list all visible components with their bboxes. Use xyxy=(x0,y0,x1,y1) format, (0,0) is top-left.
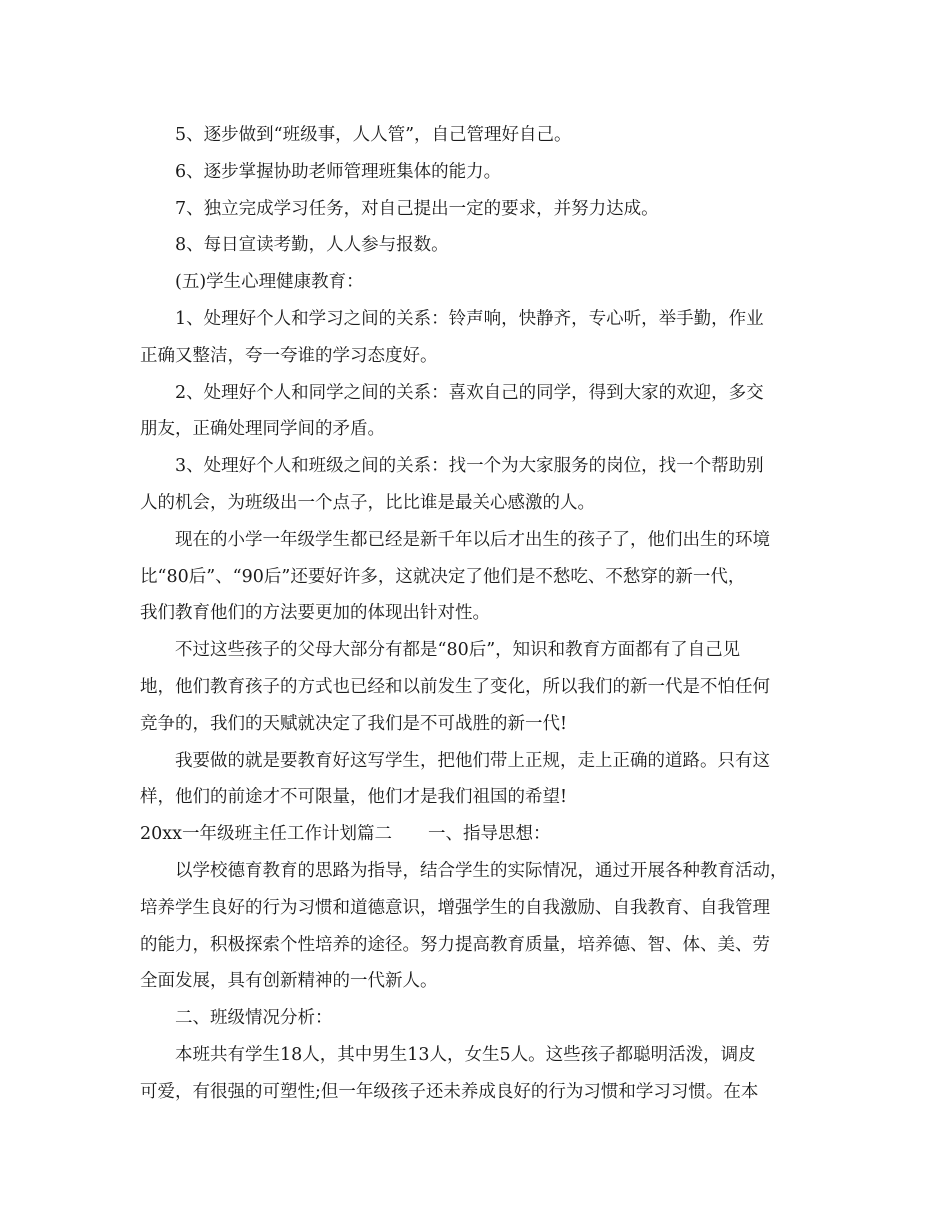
text-line: 1、处理好个人和学习之间的关系：铃声响，快静齐，专心听，举手勤，作业 xyxy=(175,308,764,329)
text-line: (五)学生心理健康教育： xyxy=(175,272,364,293)
text-line: 正确又整洁，夸一夸谁的学习态度好。 xyxy=(140,345,438,366)
paragraph xyxy=(140,154,812,191)
text-line: 地，他们教育孩子的方式也已经和以前发生了变化，所以我们的新一代是不怕任何 xyxy=(140,676,770,697)
text-line: 的能力，积极探索个性培养的途径。努力提高教育质量，培养德、智、体、美、劳 xyxy=(140,934,770,955)
text-line: 样，他们的前途才不可限量，他们才是我们祖国的希望! xyxy=(140,787,568,808)
paragraph xyxy=(140,117,812,154)
text-line: 比“80后”、“90后”还要好许多，这就决定了他们是不愁吃、不愁穿的新一代， xyxy=(140,566,746,587)
paragraph xyxy=(140,375,812,449)
text-line: 7、独立完成学习任务，对自己提出一定的要求，并努力达成。 xyxy=(175,198,659,219)
subsection-heading xyxy=(140,264,812,301)
text-line: 竞争的，我们的天赋就决定了我们是不可战胜的新一代! xyxy=(140,713,568,734)
paragraph xyxy=(140,853,812,1000)
text-line: 朋友，正确处理同学间的矛盾。 xyxy=(140,419,385,440)
text-line: 以学校德育教育的思路为指导，结合学生的实际情况，通过开展各种教育活动， xyxy=(175,860,788,881)
section-title: 20xx一年级班主任工作计划篇二 xyxy=(140,824,393,845)
paragraph xyxy=(140,227,812,264)
text-line: 人的机会，为班级出一个点子，比比谁是最关心感激的人。 xyxy=(140,492,595,513)
paragraph xyxy=(140,522,812,632)
text-line: 3、处理好个人和班级之间的关系：找一个为大家服务的岗位，找一个帮助别 xyxy=(175,456,764,477)
text-line: 我要做的就是要教育好这写学生，把他们带上正规，走上正确的道路。只有这 xyxy=(175,750,770,771)
paragraph xyxy=(140,191,812,228)
text-line: 8、每日宣读考勤，人人参与报数。 xyxy=(175,235,449,256)
document-body xyxy=(140,117,812,1111)
text-line: 培养学生良好的行为习惯和道德意识，增强学生的自我激励、自我教育、自我管理 xyxy=(140,897,770,918)
paragraph xyxy=(140,632,812,742)
text-line: 2、处理好个人和同学之间的关系：喜欢自己的同学，得到大家的欢迎，多交 xyxy=(175,382,764,403)
text-line: 我们教育他们的方法要更加的体现出针对性。 xyxy=(140,603,490,624)
text-line: 本班共有学生18人，其中男生13人，女生5人。这些孩子都聪明活泼，调皮 xyxy=(175,1044,756,1065)
text-line: 不过这些孩子的父母大部分有都是“80后”，知识和教育方面都有了自己见 xyxy=(175,640,741,661)
paragraph xyxy=(140,1037,812,1111)
paragraph xyxy=(140,743,812,817)
subsection-heading xyxy=(140,1000,812,1037)
paragraph xyxy=(140,448,812,522)
section-subtitle: 一、指导思想： xyxy=(428,824,551,845)
text-line: 6、逐步掌握协助老师管理班集体的能力。 xyxy=(175,161,502,182)
text-line: 可爱，有很强的可塑性;但一年级孩子还未养成良好的行为习惯和学习习惯。在本 xyxy=(140,1081,759,1102)
text-line: 二、班级情况分析： xyxy=(175,1008,333,1029)
text-line: 5、逐步做到“班级事，人人管”，自己管理好自己。 xyxy=(175,125,572,145)
paragraph xyxy=(140,301,812,375)
text-line: 现在的小学一年级学生都已经是新千年以后才出生的孩子了，他们出生的环境 xyxy=(175,529,770,550)
section-heading-line xyxy=(140,816,812,853)
section-heading xyxy=(140,816,812,853)
text-line: 全面发展，具有创新精神的一代新人。 xyxy=(140,971,438,992)
